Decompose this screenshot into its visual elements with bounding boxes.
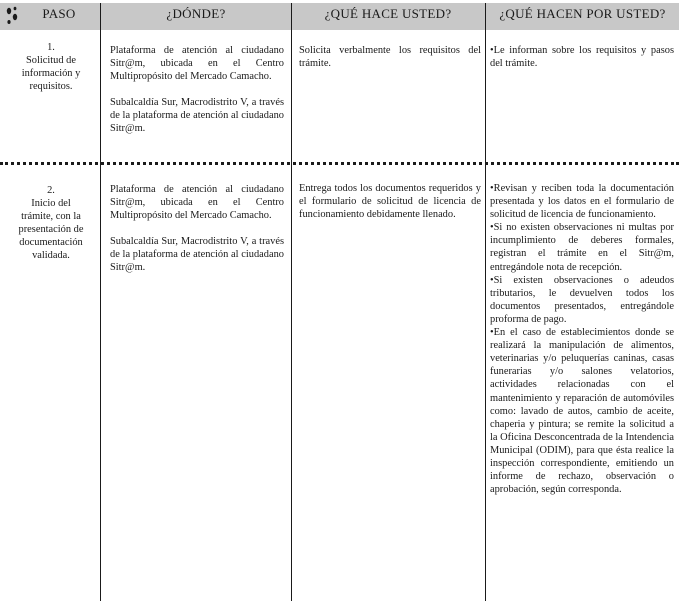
column-divider — [291, 3, 292, 601]
row1-paso: 1. Solicitud de información y requisitos. — [21, 42, 81, 93]
list-item: •En el caso de establecimientos donde se realizará la manipulación de alimentos, veterinarias y/o peluquerías caninas, casas funerarias y/o salones velatorios, actividades relacionadas con el mantenimiento y reparación de automóviles como: lavado de autos, cambio de aceite, chaperia y pintura; se remite la solicitud a la Oficina Desconcentrada de la Intendencia Municipal (ODIM), para que ésta realice la inspección correspondiente, emitiendo un informe de rechazo, observación o aprobación, según corresponda. — [490, 327, 674, 496]
row2-que-hace-usted: Entrega todos los documentos requeridos y el formulario de solicitud de licencia de funcionamiento debidamente llenado. — [299, 183, 481, 221]
list-item: •Si existen observaciones o adeudos tributarios, le devuelven todos los documentos presentados, entregándole proforma de pago. — [490, 274, 674, 325]
row2-donde: Plataforma de atención al ciudadano Sitr@m, ubicada en el Centro Multipropósito del Mercado Camacho. Subalcaldía Sur, Macrodistrito V, a través de la plataforma de atención al ciudadano Sitr@m. — [110, 184, 284, 274]
row2-que-hacen-por-usted — [490, 182, 674, 496]
header-paso: PASO — [42, 6, 76, 21]
row2-paso: 2. Inicio del trámite, con la presentación de documentación validada. — [18, 185, 84, 262]
row1-donde: Plataforma de atención al ciudadano Sitr@m, ubicada en el Centro Multipropósito del Mercado Camacho. Subalcaldía Sur, Macrodistrito V, a través de la plataforma de atención al ciudadano Sitr@m. — [110, 45, 284, 135]
list-item: •Le informan sobre los requisitos y pasos del trámite. — [490, 45, 674, 70]
column-divider — [100, 3, 101, 601]
list-item: •Si no existen observaciones ni multas por incumplimiento de deberes formales, registran el trámite en el Sitr@m, entregándole nota de recepción. — [490, 222, 674, 273]
list-item: •Revisan y reciben toda la documentación presentada y los datos en el formulario de solicitud de licencia de funcionamiento. — [490, 183, 674, 221]
header-que-hace-usted: ¿QUÉ HACE USTED? — [324, 6, 452, 21]
row-separator — [0, 162, 679, 165]
footprints-icon — [5, 6, 19, 26]
header-que-hacen-por-usted: ¿QUÉ HACEN POR USTED? — [499, 6, 666, 21]
row1-que-hace-usted: Solicita verbalmente los requisitos del trámite. — [299, 45, 481, 70]
row1-que-hacen-por-usted — [490, 44, 674, 70]
column-divider — [485, 3, 486, 601]
header-donde: ¿DÓNDE? — [166, 6, 226, 21]
